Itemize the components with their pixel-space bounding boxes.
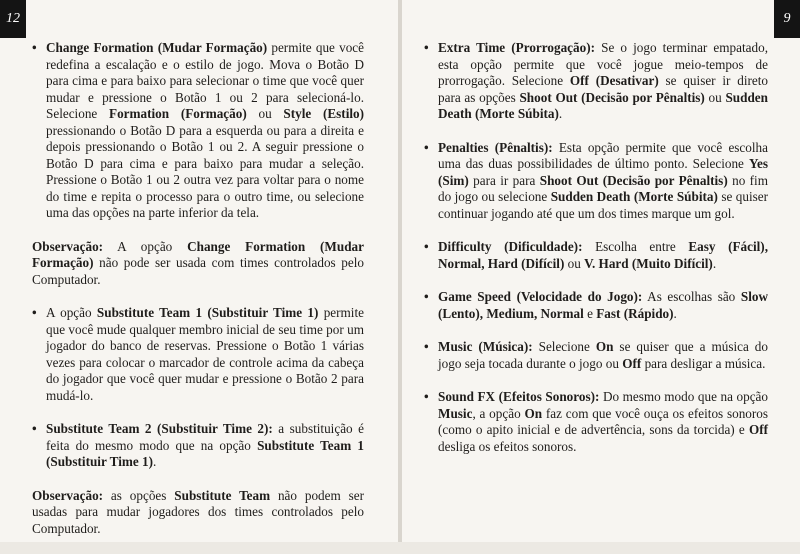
substitute-team-2-item [32,421,364,471]
emphasis: Fast (Rápido) [596,305,674,321]
option-title: Substitute Team 2 (Substituir Time 2): [46,421,273,436]
body-text: as opções [103,487,175,503]
body-text: desliga os efeitos sonoros. [438,438,577,454]
body-text: para desligar a música. [641,355,766,371]
game-speed-item [424,289,768,322]
body-text: permite que você mude qualquer membro inicial de seu time por um jogador do banco de reservas. Pressione o Botão 1 várias vezes para colocar o marcador de controle acima da cabeça do jogador que você quer mudar e pressione o Botão 2 para mudá-lo. [46,305,364,403]
left-page [0,0,398,542]
emphasis: On [595,339,614,354]
emphasis: Change Formation (Mudar Formação) [32,238,364,270]
body-text: Selecione [532,339,596,354]
body-text: . [153,454,157,469]
option-title: Extra Time (Prorrogação): [438,40,595,55]
emphasis: Shoot Out (Decisão por Pênaltis) [539,172,728,188]
body-text: Esta opção permite que você escolha uma das duas possibilidades de último ponto. Selecione [438,139,768,171]
emphasis: Sudden Death (Morte Súbita) [550,189,718,204]
emphasis: Formation (Formação) [109,106,247,121]
right-page [402,0,800,542]
body-text: Do mesmo modo que na opção [599,389,768,404]
option-title: Game Speed (Velocidade do Jogo): [438,289,643,304]
right-column [424,40,768,472]
body-text: A opção [46,305,97,320]
body-text: As escolhas são [642,289,741,304]
body-text: ou [246,106,284,121]
page-number: 9 [783,11,791,26]
note-label: Observação: [32,487,104,503]
substitute-team-1-item [32,305,364,404]
option-title: Change Formation (Mudar Formação) [46,40,268,55]
emphasis: Off (Desativar) [569,73,659,88]
note-label: Observação: [32,238,104,254]
body-text: ou [564,255,585,271]
extra-time-item [424,40,768,123]
emphasis: Sudden Death (Morte Súbita) [438,89,768,121]
emphasis: V. Hard (Muito Difícil) [584,255,713,271]
emphasis: Shoot Out (Decisão por Pênaltis) [519,89,705,105]
body-text: Se o jogo terminar empatado, esta opção permite que você jogue meio-tempos de prorrogação. Selecione [438,40,768,88]
emphasis: Substitute Team [174,487,271,503]
body-text: Escolha entre [582,239,689,254]
body-text: não pode ser usada com times controlados pelo Computador. [32,255,364,287]
body-text: pressionando o Botão D para a esquerda ou para a direita e depois pressionando o Botão 1 ou 2. A seguir pressione o Botão D para cima e para baixo para mudar a seleção. Pressione o Botão 1 ou 2 outra vez para voltar para o nome do time e repita o processo para o outro time, ou selecione uma das opções na parte inferior da tela. [46,122,364,220]
option-title: Penalties (Pênaltis): [438,139,553,155]
body-text: no fim do jogo ou selecione [438,172,768,204]
body-text: a substituição é feita do mesmo modo que na opção [46,421,364,453]
body-text: . [558,106,563,121]
emphasis: Substitute Team 1 (Substituir Time 1) [46,437,364,469]
emphasis: On [524,405,543,421]
page-number-tab [0,0,26,38]
penalties-item [424,140,768,223]
body-text: A opção [103,238,188,254]
option-title: Music (Música): [438,339,533,354]
body-text: se quiser continuar jogando até que um dos times marque um gol. [438,189,768,221]
body-text: faz com que você ouça os efeitos sonoros (como o apito inicial e de advertência, sons da torcida) e [438,405,769,437]
emphasis: Yes (Sim) [438,156,768,188]
body-text: permite que você redefina a escalação e o estilo de jogo. Mova o Botão D para cima e para baixo para selecionar o time que você quer mudar e pressione o Botão 1 ou 2 para selecioná-lo. Selecione [46,40,364,121]
sound-fx-item [424,389,768,455]
emphasis: Off [748,422,768,437]
option-title: Difficulty (Dificuldade): [438,239,583,254]
page-number-tab [774,0,800,38]
emphasis: Style (Estilo) [283,106,365,121]
body-text: e [583,305,597,321]
emphasis: Off [622,355,642,371]
note-paragraph [32,488,364,538]
left-column [32,40,364,554]
page-number: 12 [6,11,20,26]
music-item [424,339,768,372]
body-text: para ir para [468,172,540,188]
option-title: Sound FX (Efeitos Sonoros): [438,389,600,404]
note-paragraph [32,239,364,289]
option-title: Substitute Team 1 (Substituir Time 1) [96,305,319,320]
body-text: se quiser que a música do jogo seja tocada durante o jogo ou [438,339,768,371]
change-formation-item [32,40,364,222]
body-text: se quiser ir direto para as opções [438,73,769,105]
emphasis: Easy (Fácil), Normal, Hard (Difícil) [438,239,769,271]
body-text: não podem ser usadas para mudar jogadores dos times controlados pelo Computador. [32,487,365,536]
emphasis: Slow (Lento), Medium, Normal [438,289,768,321]
emphasis: Music [438,405,473,421]
difficulty-item [424,239,768,272]
body-text: . [712,255,717,271]
body-text: , a opção [472,405,525,421]
body-text: . [673,305,677,321]
body-text: ou [704,89,726,105]
